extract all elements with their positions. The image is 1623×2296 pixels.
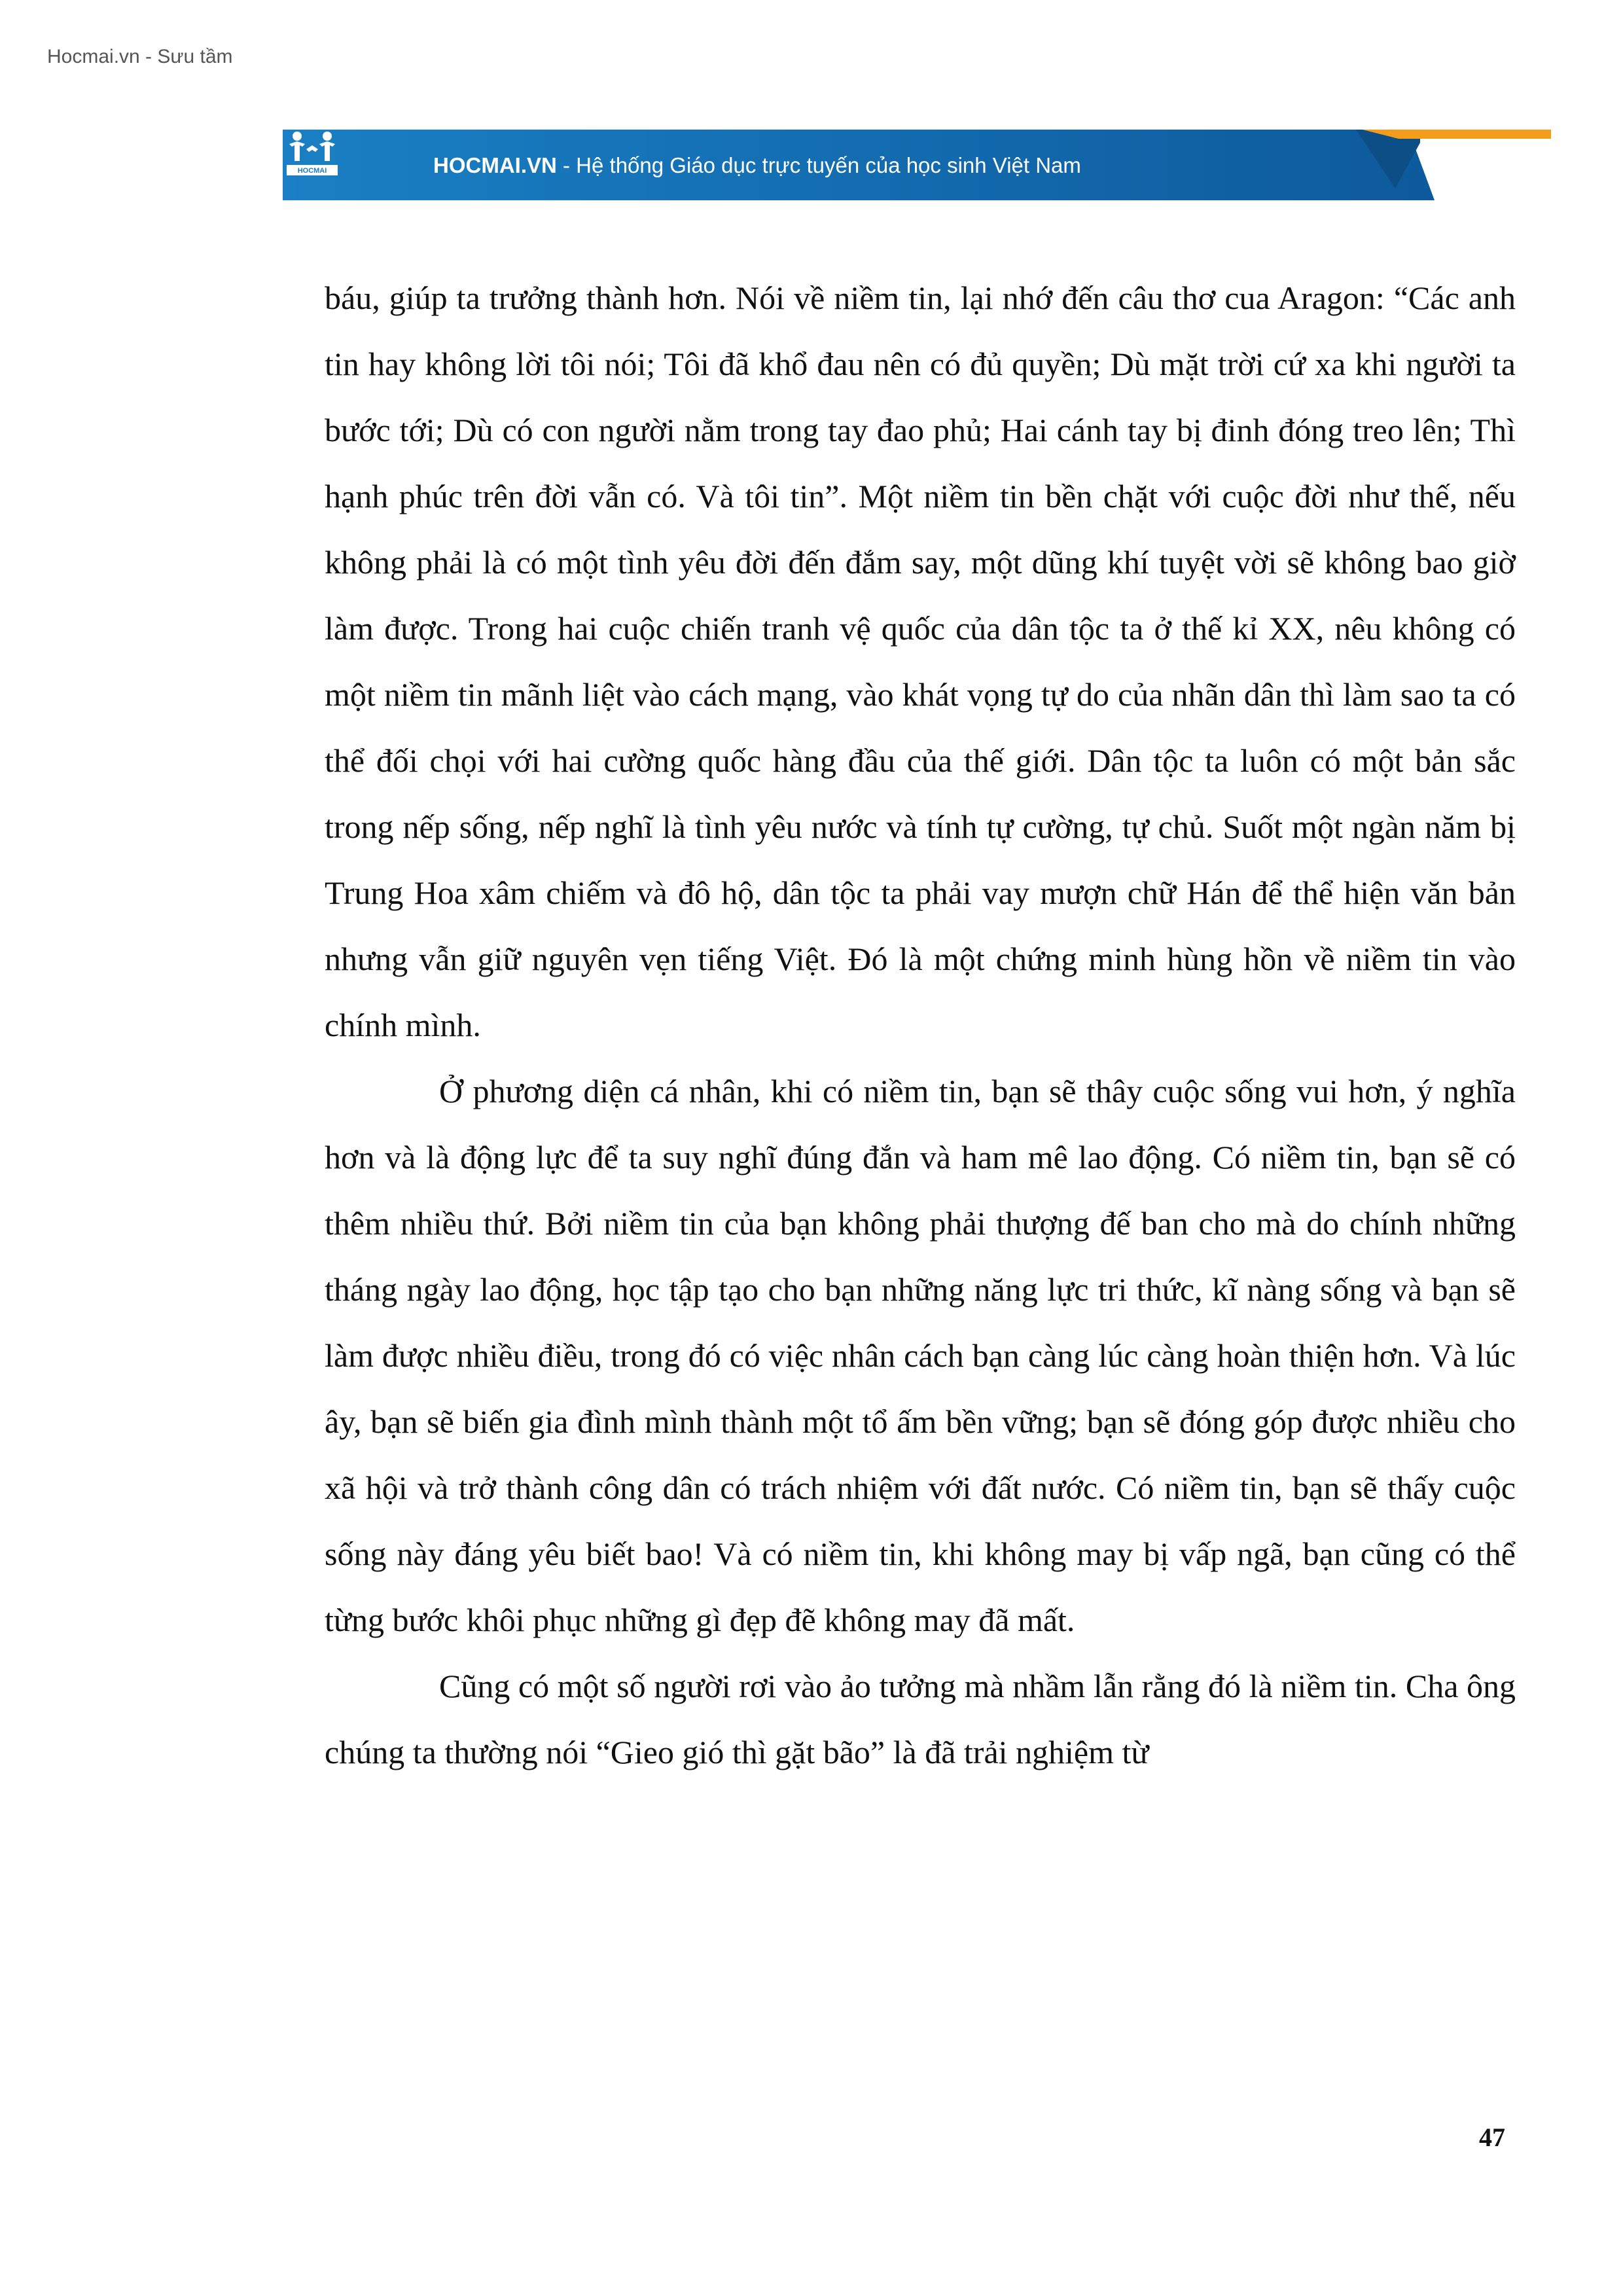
logo-caption: HOCMAI	[297, 167, 327, 175]
page-number: 47	[1479, 2123, 1505, 2152]
header-banner	[283, 130, 1551, 200]
body-text	[325, 265, 1516, 1785]
paragraph-3: Cũng có một số người rơi vào ảo tưởng mà nhầm lẫn rằng đó là niềm tin. Cha ông chúng ta thường nói “Gieo gió thì gặt bão” là đã trải nghiệm từ	[325, 1668, 1516, 1770]
source-note: Hocmai.vn - Sưu tầm	[47, 46, 233, 67]
paragraph-1: báu, giúp ta trưởng thành hơn. Nói về niềm tin, lại nhớ đến câu thơ cua Aragon: “Các anh tin hay không lời tôi nói; Tôi đã khổ đau nên có đủ quyền; Dù mặt trời cứ xa khi người ta bước tới; Dù có con người nằm trong tay đao phủ; Hai cánh tay bị đinh đóng treo lên; Thì hạnh phúc trên đời vẫn có. Và tôi tin”. Một niềm tin bền chặt với cuộc đời như thế, nếu không phải là có một tình yêu đời đến đắm say, một dũng khí tuyệt vời sẽ không bao giờ làm được. Trong hai cuộc chiến tranh vệ quốc của dân tộc ta ở thế kỉ XX, nêu không có một niềm tin mãnh liệt vào cách mạng, vào khát vọng tự do của nhãn dân thì làm sao ta có thể đối chọi với hai cường quốc hàng đầu của thế giới. Dân tộc ta luôn có một bản sắc trong nếp sống, nếp nghĩ là tình yêu nước và tính tự cường, tự chủ. Suốt một ngàn năm bị Trung Hoa xâm chiếm và đô hộ, dân tộc ta phải vay mượn chữ Hán để thể hiện văn bản nhưng vẫn giữ nguyên vẹn tiếng Việt. Đó là một chứng minh hùng hồn về niềm tin vào chính mình.	[325, 279, 1516, 1043]
banner-tagline: - Hệ thống Giáo dục trực tuyến của học sinh Việt Nam	[556, 153, 1081, 177]
banner-title	[433, 153, 1081, 178]
hocmai-logo-icon	[283, 130, 342, 179]
paragraph-2: Ở phương diện cá nhân, khi có niềm tin, bạn sẽ thây cuộc sống vui hơn, ý nghĩa hơn và là động lực để ta suy nghĩ đúng đắn và ham mê lao động. Có niềm tin, bạn sẽ có thêm nhiều thứ. Bởi niềm tin của bạn không phải thượng đế ban cho mà do chính những tháng ngày lao động, học tập tạo cho bạn những năng lực tri thức, kĩ nàng sống và bạn sẽ làm được nhiều điều, trong đó có việc nhân cách bạn càng lúc càng hoàn thiện hơn. Và lúc ây, bạn sẽ biến gia đình mình thành một tổ ấm bền vững; bạn sẽ đóng góp được nhiều cho xã hội và trở thành công dân có trách nhiệm với đất nước. Có niềm tin, bạn sẽ thấy cuộc sống này đáng yêu biết bao! Và có niềm tin, khi không may bị vấp ngã, bạn cũng có thể từng bước khôi phục những gì đẹp đẽ không may đã mất.	[325, 1073, 1516, 1638]
banner-brand: HOCMAI.VN	[433, 153, 557, 177]
